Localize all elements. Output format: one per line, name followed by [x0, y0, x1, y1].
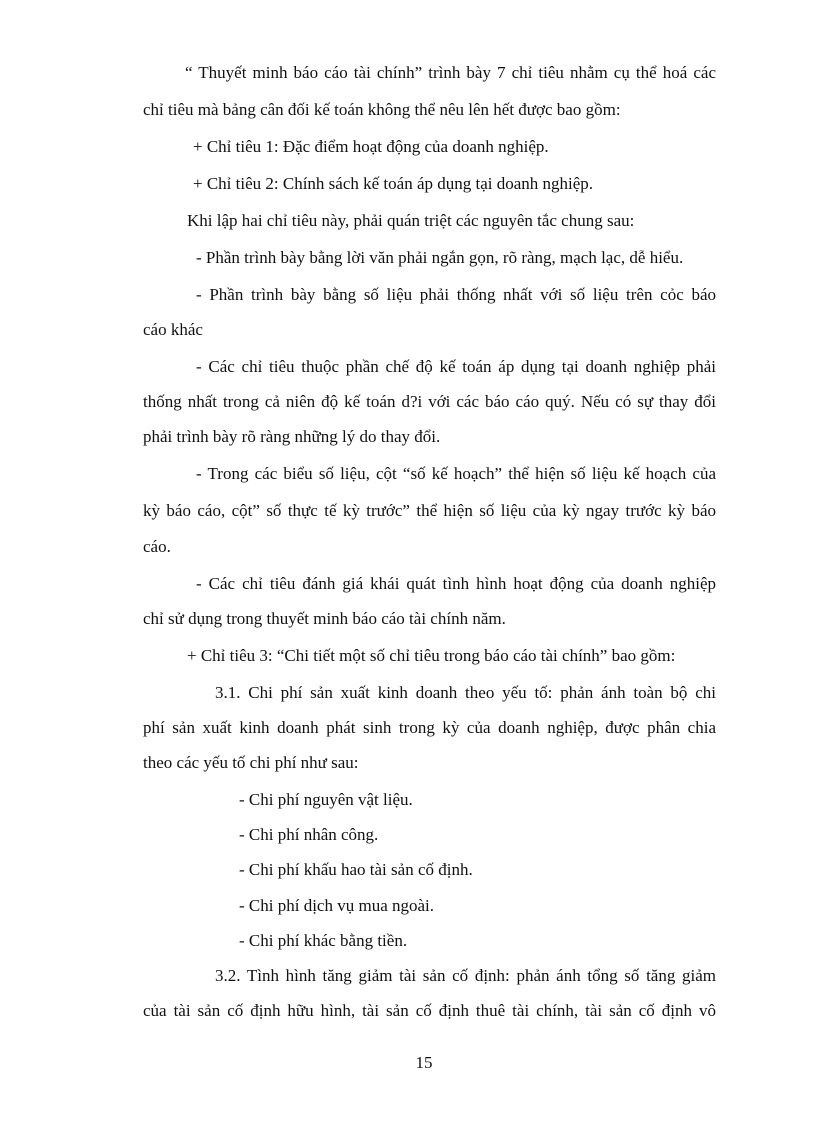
paragraph-line: “ Thuyết minh báo cáo tài chính” trình bày 7 chỉ tiêu nhằm cụ thể hoá các	[185, 63, 716, 82]
paragraph-line: - Phần trình bày bằng số liệu phải thống nhất với số liệu trên cỏc báo	[196, 285, 716, 304]
list-item: - Chi phí nguyên vật liệu.	[239, 790, 413, 809]
paragraph-line: - Phần trình bày bằng lời văn phải ngắn gọn, rõ ràng, mạch lạc, dễ hiểu.	[196, 248, 684, 267]
list-item: - Chi phí dịch vụ mua ngoài.	[239, 896, 435, 915]
paragraph-line: phải trình bày rõ ràng những lý do thay đổi.	[143, 427, 441, 446]
list-item: - Chi phí khấu hao tài sản cố định.	[239, 860, 473, 879]
page-number: 15	[415, 1053, 433, 1072]
paragraph-line: Khi lập hai chỉ tiêu này, phải quán triệt các nguyên tắc chung sau:	[187, 211, 635, 230]
paragraph-line: chỉ sử dụng trong thuyết minh báo cáo tài chính năm.	[143, 609, 506, 628]
paragraph-line: theo các yếu tố chi phí như sau:	[143, 753, 359, 772]
paragraph-line: - Trong các biểu số liệu, cột “số kế hoạch” thể hiện số liệu kế hoạch của	[196, 464, 716, 483]
paragraph-line: + Chỉ tiêu 3: “Chi tiết một số chỉ tiêu trong báo cáo tài chính” bao gồm:	[187, 646, 676, 665]
paragraph-line: 3.1. Chi phí sản xuất kinh doanh theo yếu tố: phản ánh toàn bộ chi	[215, 683, 716, 702]
paragraph-line: - Các chỉ tiêu đánh giá khái quát tình hình hoạt động của doanh nghiệp	[196, 574, 716, 593]
paragraph-line: phí sản xuất kinh doanh phát sinh trong kỳ của doanh nghiệp, được phân chia	[143, 718, 716, 737]
paragraph-line: - Các chỉ tiêu thuộc phần chế độ kế toán áp dụng tại doanh nghiệp phải	[196, 357, 716, 376]
list-item: - Chi phí nhân công.	[239, 825, 379, 844]
paragraph-line: của tài sản cố định hữu hình, tài sản cố định thuê tài chính, tài sản cố định vô	[143, 1001, 716, 1020]
paragraph-line: + Chỉ tiêu 1: Đặc điểm hoạt động của doanh nghiệp.	[193, 137, 549, 156]
paragraph-line: 3.2. Tình hình tăng giảm tài sản cố định: phản ánh tổng số tăng giảm	[215, 966, 716, 985]
paragraph-line: cáo.	[143, 537, 171, 556]
paragraph-line: thống nhất trong cả niên độ kế toán d?i với các báo cáo quý. Nếu có sự thay đổi	[143, 392, 716, 411]
paragraph-line: chỉ tiêu mà bảng cân đối kế toán không thể nêu lên hết được bao gồm:	[143, 100, 621, 119]
list-item: - Chi phí khác bằng tiền.	[239, 931, 408, 950]
paragraph-line: kỳ báo cáo, cột” số thực tế kỳ trước” thể hiện số liệu của kỳ ngay trước kỳ báo	[143, 501, 716, 520]
paragraph-line: + Chỉ tiêu 2: Chính sách kế toán áp dụng tại doanh nghiệp.	[193, 174, 594, 193]
paragraph-line: cáo khác	[143, 320, 203, 339]
